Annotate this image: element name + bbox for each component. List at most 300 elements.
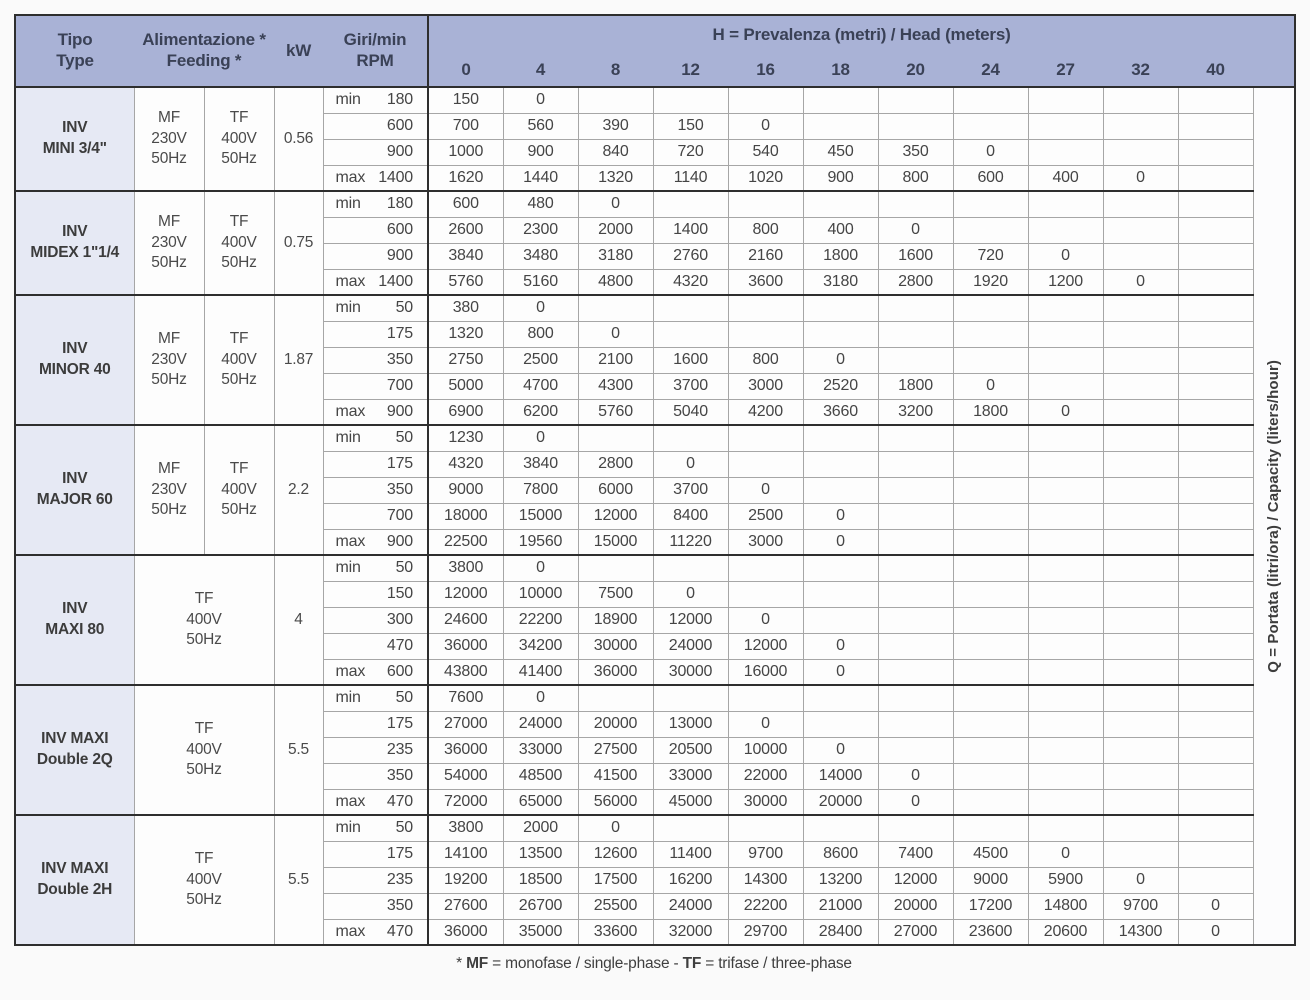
flow-value-cell: 1230 bbox=[428, 425, 503, 451]
flow-value-cell: 0 bbox=[803, 737, 878, 763]
flow-value-cell bbox=[878, 451, 953, 477]
flow-value-cell bbox=[1028, 347, 1103, 373]
flow-value-cell: 25500 bbox=[578, 893, 653, 919]
flow-value-cell bbox=[1028, 529, 1103, 555]
capacity-axis-label bbox=[1265, 360, 1282, 673]
model-name-line: INV bbox=[62, 470, 88, 488]
flow-value-cell bbox=[953, 789, 1028, 815]
rpm-value: 235 bbox=[386, 741, 413, 758]
rpm-value: 180 bbox=[386, 195, 413, 213]
flow-value-cell: 480 bbox=[503, 191, 578, 217]
model-name-cell bbox=[15, 685, 134, 815]
flow-value-cell: 0 bbox=[578, 191, 653, 217]
rpm-value: 50 bbox=[395, 819, 413, 837]
flow-value-cell bbox=[1178, 321, 1253, 347]
flow-value-cell bbox=[1028, 659, 1103, 685]
flow-value-cell bbox=[653, 321, 728, 347]
flow-value-cell bbox=[1028, 451, 1103, 477]
rpm-cell bbox=[323, 399, 428, 425]
flow-value-cell bbox=[953, 763, 1028, 789]
rpm-cell bbox=[323, 191, 428, 217]
rpm-cell bbox=[323, 451, 428, 477]
flow-value-cell: 24000 bbox=[653, 633, 728, 659]
flow-value-cell bbox=[1103, 711, 1178, 737]
rpm-wrap bbox=[324, 637, 428, 655]
flow-value-cell bbox=[878, 191, 953, 217]
feeding-line: TF bbox=[229, 329, 249, 347]
rpm-cell bbox=[323, 113, 428, 139]
rpm-cell bbox=[323, 503, 428, 529]
flow-value-cell: 33000 bbox=[653, 763, 728, 789]
flow-value-cell bbox=[1178, 607, 1253, 633]
model-name-line: INV MAXI bbox=[41, 860, 109, 878]
flow-value-cell bbox=[878, 737, 953, 763]
kw-cell: 2.2 bbox=[274, 425, 323, 555]
flow-value-cell bbox=[878, 321, 953, 347]
flow-value-cell: 2750 bbox=[428, 347, 503, 373]
model-name-line: MINI 3/4" bbox=[42, 140, 107, 157]
rpm-wrap bbox=[324, 793, 428, 811]
capacity-axis-cell bbox=[1253, 87, 1295, 945]
flow-value-cell: 19560 bbox=[503, 529, 578, 555]
rpm-wrap bbox=[324, 377, 428, 395]
flow-value-cell bbox=[953, 633, 1028, 659]
flow-value-cell bbox=[1103, 633, 1178, 659]
rpm-cell bbox=[323, 477, 428, 503]
flow-value-cell: 65000 bbox=[503, 789, 578, 815]
flow-value-cell: 41500 bbox=[578, 763, 653, 789]
flow-value-cell bbox=[1103, 243, 1178, 269]
flow-value-cell bbox=[878, 113, 953, 139]
feeding-line: 400V bbox=[186, 610, 222, 628]
flow-value-cell bbox=[1028, 477, 1103, 503]
rpm-cell bbox=[323, 763, 428, 789]
flow-value-cell: 7800 bbox=[503, 477, 578, 503]
flow-value-cell: 1800 bbox=[878, 373, 953, 399]
flow-value-cell: 1020 bbox=[728, 165, 803, 191]
footnote-mf-text: = monofase / single-phase - bbox=[488, 955, 683, 972]
flow-value-cell bbox=[1103, 217, 1178, 243]
flow-value-cell bbox=[1178, 685, 1253, 711]
head-symbol: H bbox=[712, 24, 725, 44]
flow-value-cell bbox=[1028, 425, 1103, 451]
feeding-cell bbox=[204, 295, 274, 425]
flow-value-cell: 5000 bbox=[428, 373, 503, 399]
flow-value-cell: 1800 bbox=[803, 243, 878, 269]
rpm-minmax-label: max bbox=[335, 922, 366, 940]
flow-value-cell bbox=[1178, 841, 1253, 867]
rpm-wrap bbox=[324, 143, 428, 161]
flow-value-cell bbox=[1028, 607, 1103, 633]
rpm-wrap bbox=[324, 559, 428, 577]
flow-value-cell bbox=[803, 477, 878, 503]
feeding-line: MF bbox=[158, 329, 180, 347]
rpm-wrap bbox=[324, 845, 428, 863]
flow-value-cell: 20000 bbox=[803, 789, 878, 815]
rpm-minmax-label: min bbox=[335, 195, 361, 213]
flow-value-cell: 11400 bbox=[653, 841, 728, 867]
flow-value-cell: 3660 bbox=[803, 399, 878, 425]
flow-value-cell bbox=[1103, 87, 1178, 113]
feeding-line: 50Hz bbox=[221, 371, 257, 389]
flow-value-cell bbox=[1028, 503, 1103, 529]
rpm-minmax-label: min bbox=[335, 819, 361, 837]
rpm-value: 1400 bbox=[378, 272, 413, 290]
rpm-wrap bbox=[324, 325, 428, 343]
flow-value-cell bbox=[1028, 711, 1103, 737]
feeding-line: TF bbox=[229, 459, 249, 477]
flow-value-cell bbox=[878, 295, 953, 321]
kw-cell: 5.5 bbox=[274, 815, 323, 945]
feeding-line: TF bbox=[194, 719, 214, 737]
model-name-line: INV bbox=[62, 119, 88, 137]
flow-value-cell bbox=[953, 191, 1028, 217]
flow-value-cell: 0 bbox=[1178, 893, 1253, 919]
feeding-cell bbox=[134, 425, 204, 555]
feeding-line: 50Hz bbox=[151, 254, 187, 272]
flow-value-cell bbox=[1178, 659, 1253, 685]
flow-value-cell bbox=[1028, 633, 1103, 659]
rpm-wrap bbox=[324, 819, 428, 837]
flow-value-cell bbox=[953, 87, 1028, 113]
flow-value-cell: 5760 bbox=[578, 399, 653, 425]
head-value-col: 16 bbox=[728, 53, 803, 87]
flow-value-cell: 0 bbox=[1103, 269, 1178, 295]
flow-value-cell: 4500 bbox=[953, 841, 1028, 867]
flow-value-cell: 6000 bbox=[578, 477, 653, 503]
flow-value-cell: 2800 bbox=[878, 269, 953, 295]
flow-value-cell: 17500 bbox=[578, 867, 653, 893]
flow-value-cell: 2760 bbox=[653, 243, 728, 269]
table-row bbox=[15, 555, 1295, 581]
flow-value-cell bbox=[653, 555, 728, 581]
flow-value-cell bbox=[878, 503, 953, 529]
flow-value-cell bbox=[1028, 581, 1103, 607]
rpm-cell bbox=[323, 347, 428, 373]
flow-value-cell: 4700 bbox=[503, 373, 578, 399]
rpm-cell bbox=[323, 685, 428, 711]
flow-value-cell: 13000 bbox=[653, 711, 728, 737]
footnote bbox=[14, 955, 1294, 973]
flow-value-cell: 840 bbox=[578, 139, 653, 165]
flow-value-cell bbox=[1178, 399, 1253, 425]
col-header-feeding bbox=[134, 15, 274, 87]
head-value-col: 18 bbox=[803, 53, 878, 87]
rpm-cell bbox=[323, 893, 428, 919]
flow-value-cell: 1000 bbox=[428, 139, 503, 165]
model-name-line: INV bbox=[62, 600, 88, 618]
flow-value-cell: 10000 bbox=[728, 737, 803, 763]
flow-value-cell: 24000 bbox=[653, 893, 728, 919]
flow-value-cell: 19200 bbox=[428, 867, 503, 893]
flow-value-cell: 18500 bbox=[503, 867, 578, 893]
flow-value-cell bbox=[878, 425, 953, 451]
flow-value-cell: 14300 bbox=[1103, 919, 1178, 945]
flow-value-cell: 54000 bbox=[428, 763, 503, 789]
flow-value-cell: 72000 bbox=[428, 789, 503, 815]
feeding-line: MF bbox=[158, 108, 180, 126]
feeding-cell bbox=[134, 815, 274, 945]
rpm-wrap bbox=[324, 455, 428, 473]
feeding-cell bbox=[134, 87, 204, 191]
flow-value-cell: 3180 bbox=[803, 269, 878, 295]
rpm-cell bbox=[323, 529, 428, 555]
model-name-line: INV MAXI bbox=[41, 730, 109, 748]
rpm-cell bbox=[323, 841, 428, 867]
flow-value-cell: 12000 bbox=[878, 867, 953, 893]
flow-value-cell bbox=[1028, 113, 1103, 139]
model-name-line: INV bbox=[62, 340, 88, 358]
flow-value-cell bbox=[1103, 841, 1178, 867]
flow-value-cell: 350 bbox=[878, 139, 953, 165]
head-title-text: = Prevalenza (metri) / Head (meters) bbox=[724, 24, 1011, 44]
rpm-wrap bbox=[324, 741, 428, 759]
flow-value-cell: 0 bbox=[1178, 919, 1253, 945]
flow-value-cell: 0 bbox=[728, 113, 803, 139]
flow-value-cell bbox=[953, 477, 1028, 503]
flow-value-cell: 150 bbox=[428, 87, 503, 113]
rpm-value: 600 bbox=[386, 221, 413, 238]
flow-value-cell: 22000 bbox=[728, 763, 803, 789]
feeding-line: MF bbox=[158, 459, 180, 477]
flow-value-cell: 720 bbox=[953, 243, 1028, 269]
flow-value-cell: 0 bbox=[953, 373, 1028, 399]
flow-value-cell bbox=[1103, 347, 1178, 373]
flow-value-cell: 43800 bbox=[428, 659, 503, 685]
flow-value-cell: 400 bbox=[803, 217, 878, 243]
flow-value-cell: 30000 bbox=[653, 659, 728, 685]
feeding-line: 400V bbox=[186, 870, 222, 888]
flow-value-cell: 3000 bbox=[728, 529, 803, 555]
flow-value-cell bbox=[1028, 763, 1103, 789]
rpm-minmax-label: min bbox=[335, 299, 361, 317]
flow-value-cell bbox=[653, 815, 728, 841]
flow-value-cell: 22500 bbox=[428, 529, 503, 555]
flow-value-cell: 3840 bbox=[428, 243, 503, 269]
flow-value-cell: 450 bbox=[803, 139, 878, 165]
flow-value-cell bbox=[953, 607, 1028, 633]
feeding-cell bbox=[134, 685, 274, 815]
flow-value-cell bbox=[1178, 867, 1253, 893]
flow-value-cell: 0 bbox=[878, 217, 953, 243]
flow-value-cell: 4800 bbox=[578, 269, 653, 295]
col-header-type-line: Type bbox=[56, 51, 94, 70]
rpm-wrap bbox=[324, 585, 428, 603]
flow-value-cell: 4320 bbox=[653, 269, 728, 295]
flow-value-cell: 29700 bbox=[728, 919, 803, 945]
flow-value-cell bbox=[878, 607, 953, 633]
flow-value-cell: 3000 bbox=[728, 373, 803, 399]
flow-value-cell: 12600 bbox=[578, 841, 653, 867]
model-name-line: Double 2H bbox=[37, 881, 113, 898]
flow-value-cell bbox=[653, 191, 728, 217]
flow-value-cell bbox=[953, 529, 1028, 555]
flow-value-cell: 800 bbox=[503, 321, 578, 347]
flow-value-cell: 1320 bbox=[428, 321, 503, 347]
flow-value-cell: 2160 bbox=[728, 243, 803, 269]
flow-value-cell: 0 bbox=[503, 425, 578, 451]
flow-value-cell bbox=[1028, 295, 1103, 321]
flow-value-cell bbox=[803, 685, 878, 711]
flow-value-cell bbox=[878, 529, 953, 555]
kw-cell: 5.5 bbox=[274, 685, 323, 815]
flow-value-cell bbox=[1028, 789, 1103, 815]
flow-value-cell bbox=[1178, 763, 1253, 789]
flow-value-cell: 1920 bbox=[953, 269, 1028, 295]
flow-value-cell: 0 bbox=[878, 763, 953, 789]
feeding-line: 50Hz bbox=[186, 891, 222, 909]
model-name-cell bbox=[15, 555, 134, 685]
flow-value-cell bbox=[953, 217, 1028, 243]
flow-value-cell bbox=[803, 581, 878, 607]
rpm-wrap bbox=[324, 117, 428, 135]
head-value-col: 32 bbox=[1103, 53, 1178, 87]
feeding-line: 50Hz bbox=[151, 501, 187, 519]
flow-value-cell bbox=[1028, 685, 1103, 711]
flow-value-cell bbox=[1178, 243, 1253, 269]
feeding-line: 50Hz bbox=[151, 371, 187, 389]
flow-value-cell: 380 bbox=[428, 295, 503, 321]
flow-value-cell: 36000 bbox=[428, 919, 503, 945]
flow-value-cell: 0 bbox=[503, 87, 578, 113]
flow-value-cell bbox=[803, 321, 878, 347]
model-name-line: MAJOR 60 bbox=[36, 491, 113, 508]
rpm-wrap bbox=[324, 871, 428, 889]
flow-value-cell bbox=[953, 685, 1028, 711]
flow-value-cell: 9700 bbox=[1103, 893, 1178, 919]
flow-value-cell bbox=[878, 685, 953, 711]
rpm-value: 700 bbox=[386, 507, 413, 524]
rpm-value: 350 bbox=[386, 767, 413, 784]
rpm-value: 1400 bbox=[378, 168, 413, 186]
rpm-wrap bbox=[324, 507, 428, 525]
flow-value-cell bbox=[1103, 789, 1178, 815]
rpm-cell bbox=[323, 711, 428, 737]
rpm-cell bbox=[323, 373, 428, 399]
rpm-value: 900 bbox=[386, 402, 413, 420]
head-value-col: 12 bbox=[653, 53, 728, 87]
flow-value-cell bbox=[728, 815, 803, 841]
rpm-wrap bbox=[324, 169, 428, 187]
rpm-value: 175 bbox=[386, 325, 413, 342]
flow-value-cell: 12000 bbox=[578, 503, 653, 529]
rpm-cell bbox=[323, 165, 428, 191]
flow-value-cell: 0 bbox=[953, 139, 1028, 165]
flow-value-cell bbox=[1178, 217, 1253, 243]
flow-value-cell: 7400 bbox=[878, 841, 953, 867]
flow-value-cell: 1620 bbox=[428, 165, 503, 191]
rpm-value: 350 bbox=[386, 351, 413, 368]
feeding-line: TF bbox=[194, 589, 214, 607]
flow-value-cell: 0 bbox=[1103, 867, 1178, 893]
rpm-wrap bbox=[324, 715, 428, 733]
flow-value-cell: 3800 bbox=[428, 555, 503, 581]
flow-value-cell bbox=[953, 295, 1028, 321]
flow-value-cell bbox=[1178, 113, 1253, 139]
flow-value-cell: 390 bbox=[578, 113, 653, 139]
rpm-value: 50 bbox=[395, 429, 413, 447]
model-name-line: MAXI 80 bbox=[45, 621, 105, 638]
flow-value-cell bbox=[1103, 763, 1178, 789]
rpm-value: 50 bbox=[395, 559, 413, 577]
flow-value-cell: 9000 bbox=[953, 867, 1028, 893]
flow-value-cell bbox=[803, 295, 878, 321]
rpm-cell bbox=[323, 815, 428, 841]
head-value-col: 24 bbox=[953, 53, 1028, 87]
flow-value-cell bbox=[578, 555, 653, 581]
rpm-wrap bbox=[324, 299, 428, 317]
flow-value-cell bbox=[728, 581, 803, 607]
feeding-line: 230V bbox=[151, 233, 187, 251]
flow-value-cell: 600 bbox=[428, 191, 503, 217]
flow-value-cell: 800 bbox=[728, 217, 803, 243]
rpm-value: 900 bbox=[386, 532, 413, 550]
feeding-line: 400V bbox=[221, 350, 257, 368]
rpm-minmax-label: max bbox=[335, 662, 366, 680]
flow-value-cell: 0 bbox=[728, 477, 803, 503]
feeding-line: 400V bbox=[221, 480, 257, 498]
flow-value-cell: 13200 bbox=[803, 867, 878, 893]
flow-value-cell bbox=[1178, 477, 1253, 503]
flow-value-cell: 2600 bbox=[428, 217, 503, 243]
flow-value-cell: 7600 bbox=[428, 685, 503, 711]
flow-value-cell bbox=[1103, 529, 1178, 555]
table-body bbox=[15, 87, 1295, 945]
flow-value-cell: 1320 bbox=[578, 165, 653, 191]
flow-value-cell: 8600 bbox=[803, 841, 878, 867]
table-row bbox=[15, 295, 1295, 321]
flow-value-cell bbox=[953, 451, 1028, 477]
rpm-cell bbox=[323, 425, 428, 451]
flow-value-cell bbox=[1178, 425, 1253, 451]
rpm-minmax-label: max bbox=[335, 402, 366, 420]
flow-value-cell: 34200 bbox=[503, 633, 578, 659]
feeding-line: 230V bbox=[151, 350, 187, 368]
rpm-wrap bbox=[324, 923, 428, 941]
feeding-line: 50Hz bbox=[221, 254, 257, 272]
rpm-minmax-label: min bbox=[335, 689, 361, 707]
flow-value-cell bbox=[878, 815, 953, 841]
table-row bbox=[15, 815, 1295, 841]
flow-value-cell: 0 bbox=[578, 815, 653, 841]
rpm-minmax-label: max bbox=[335, 168, 366, 186]
flow-value-cell bbox=[1178, 191, 1253, 217]
feeding-cell bbox=[134, 191, 204, 295]
rpm-value: 600 bbox=[386, 117, 413, 134]
flow-value-cell bbox=[653, 425, 728, 451]
flow-value-cell bbox=[953, 581, 1028, 607]
flow-value-cell: 0 bbox=[878, 789, 953, 815]
flow-value-cell: 33000 bbox=[503, 737, 578, 763]
flow-value-cell bbox=[953, 659, 1028, 685]
kw-cell: 0.75 bbox=[274, 191, 323, 295]
flow-value-cell: 8400 bbox=[653, 503, 728, 529]
flow-value-cell: 1140 bbox=[653, 165, 728, 191]
flow-value-cell bbox=[878, 477, 953, 503]
flow-value-cell: 0 bbox=[1028, 399, 1103, 425]
rpm-value: 470 bbox=[386, 637, 413, 654]
flow-value-cell bbox=[1178, 451, 1253, 477]
flow-value-cell: 22200 bbox=[728, 893, 803, 919]
rpm-wrap bbox=[324, 247, 428, 265]
flow-value-cell bbox=[1103, 581, 1178, 607]
flow-value-cell: 2300 bbox=[503, 217, 578, 243]
rpm-cell bbox=[323, 867, 428, 893]
flow-value-cell: 600 bbox=[953, 165, 1028, 191]
flow-value-cell bbox=[1103, 659, 1178, 685]
feeding-line: 400V bbox=[186, 740, 222, 758]
flow-value-cell bbox=[1028, 191, 1103, 217]
